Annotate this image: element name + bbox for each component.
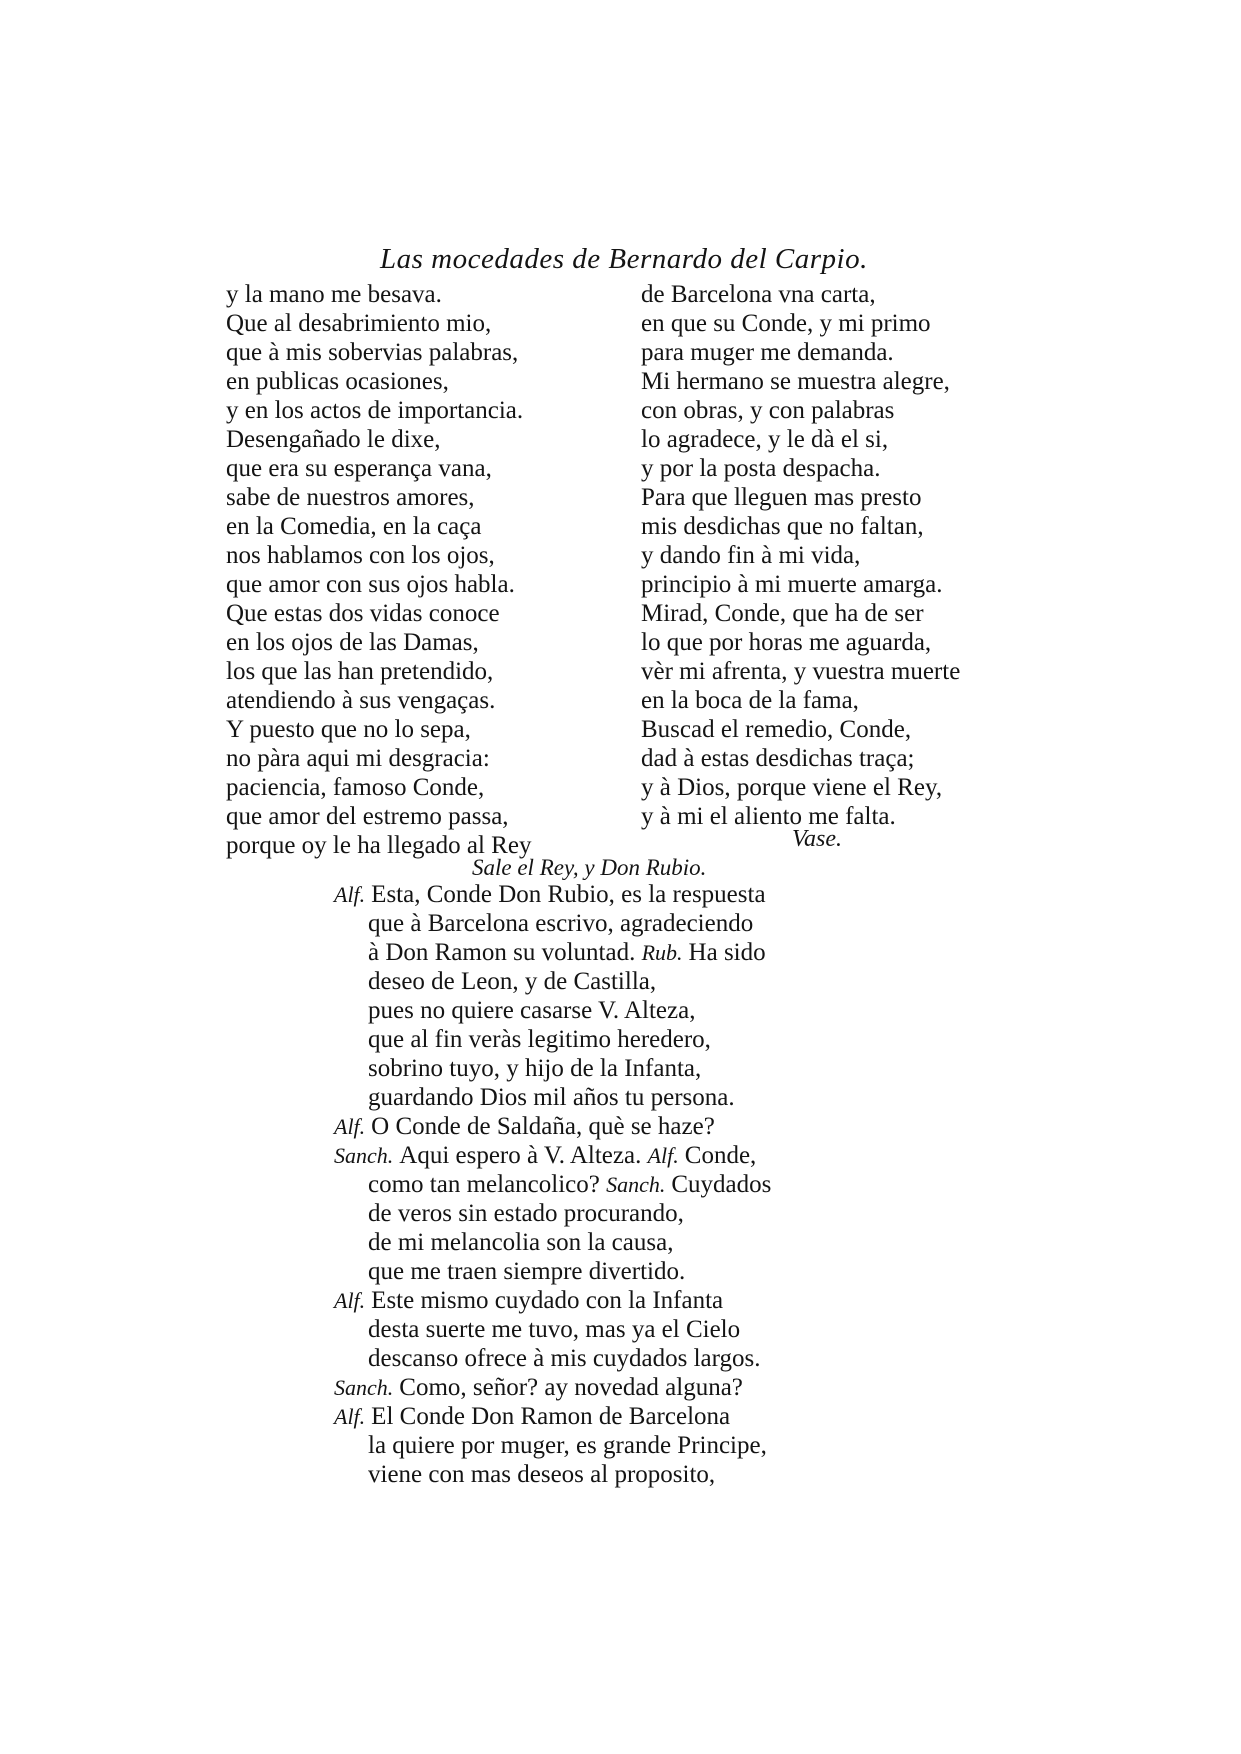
speaker-label: Rub.: [641, 940, 683, 965]
dialogue-line: [334, 1228, 934, 1257]
speaker-label: Alf.: [334, 882, 366, 907]
verse-line: Mi hermano se muestra alegre,: [641, 368, 950, 395]
speech-text: que à Barcelona escrivo, agradeciendo: [368, 910, 754, 937]
speech-text: Cuydados: [671, 1171, 772, 1198]
speech-text: que me traen siempre divertido.: [368, 1258, 686, 1285]
stage-direction-enter: Sale el Rey, y Don Rubio.: [472, 855, 707, 880]
speaker-label: Alf.: [334, 1114, 366, 1139]
speech-text: que al fin veràs legitimo heredero,: [368, 1026, 711, 1053]
verse-line: nos hablamos con los ojos,: [226, 542, 495, 569]
verse-line: para muger me demanda.: [641, 339, 894, 366]
verse-line: en publicas ocasiones,: [226, 368, 449, 395]
verse-line: y à Dios, porque viene el Rey,: [641, 774, 943, 801]
verse-line: en los ojos de las Damas,: [226, 629, 479, 656]
speaker-label: Sanch.: [606, 1172, 666, 1197]
verse-line: que amor con sus ojos habla.: [226, 571, 515, 598]
dialogue-line: [334, 1344, 934, 1373]
dialogue-line: [334, 1257, 934, 1286]
speech-text: Conde,: [684, 1142, 757, 1169]
verse-line: Para que lleguen mas presto: [641, 484, 922, 511]
dialogue-block: [334, 880, 934, 1489]
verse-line: y en los actos de importancia.: [226, 397, 524, 424]
verse-line: Que estas dos vidas conoce: [226, 600, 500, 627]
stage-direction-exit: Vase.: [792, 826, 842, 852]
dialogue-line: [334, 1402, 934, 1431]
dialogue-line: [334, 1286, 934, 1315]
verse-line: dad à estas desdichas traça;: [641, 745, 915, 772]
dialogue-line: [334, 1373, 934, 1402]
verse-column-left: [226, 280, 636, 860]
speech-text: desta suerte me tuvo, mas ya el Cielo: [368, 1316, 741, 1343]
verse-line: atendiendo à sus vengaças.: [226, 687, 496, 714]
speech-text: la quiere por muger, es grande Principe,: [368, 1432, 767, 1459]
verse-line: en que su Conde, y mi primo: [641, 310, 931, 337]
verse-line: Desengañado le dixe,: [226, 426, 441, 453]
dialogue-line: [334, 1315, 934, 1344]
dialogue-line: [334, 996, 934, 1025]
verse-line: y la mano me besava.: [226, 281, 442, 308]
verse-line: Que al desabrimiento mio,: [226, 310, 492, 337]
verse-line: que era su esperança vana,: [226, 455, 492, 482]
verse-line: lo que por horas me aguarda,: [641, 629, 932, 656]
speaker-label: Alf.: [647, 1143, 679, 1168]
running-title: Las mocedades de Bernardo del Carpio.: [380, 243, 868, 275]
verse-line: en la boca de la fama,: [641, 687, 859, 714]
speaker-label: Alf.: [334, 1404, 366, 1429]
verse-line: porque oy le ha llegado al Rey: [226, 832, 532, 859]
verse-line: y à mi el aliento me falta.: [641, 803, 896, 830]
verse-line: sabe de nuestros amores,: [226, 484, 475, 511]
speech-text: sobrino tuyo, y hijo de la Infanta,: [368, 1055, 702, 1082]
speech-text: O Conde de Saldaña, què se haze?: [371, 1113, 715, 1140]
verse-line: principio à mi muerte amarga.: [641, 571, 943, 598]
verse-line: mis desdichas que no faltan,: [641, 513, 924, 540]
speech-text: como tan melancolico?: [368, 1171, 600, 1198]
speech-text: Como, señor? ay novedad alguna?: [399, 1374, 743, 1401]
speech-text: de mi melancolia son la causa,: [368, 1229, 674, 1256]
dialogue-line: [334, 967, 934, 996]
verse-line: Buscad el remedio, Conde,: [641, 716, 912, 743]
verse-line: que amor del estremo passa,: [226, 803, 509, 830]
dialogue-line: [334, 1170, 934, 1199]
verse-column-right: [641, 280, 1021, 831]
speech-text: Este mismo cuydado con la Infanta: [371, 1287, 724, 1314]
verse-line: en la Comedia, en la caça: [226, 513, 482, 540]
verse-line: que à mis sobervias palabras,: [226, 339, 519, 366]
speech-text: Ha sido: [688, 939, 766, 966]
verse-line: lo agradece, y le dà el si,: [641, 426, 889, 453]
speech-text: deseo de Leon, y de Castilla,: [368, 968, 657, 995]
dialogue-line: [334, 1112, 934, 1141]
speaker-label: Alf.: [334, 1288, 366, 1313]
speech-text: à Don Ramon su voluntad.: [368, 939, 636, 966]
speech-text: Esta, Conde Don Rubio, es la respuesta: [371, 881, 766, 908]
speech-text: Aqui espero à V. Alteza.: [399, 1142, 642, 1169]
verse-line: Mirad, Conde, que ha de ser: [641, 600, 924, 627]
verse-line: con obras, y con palabras: [641, 397, 895, 424]
verse-line: y dando fin à mi vida,: [641, 542, 861, 569]
dialogue-line: [334, 909, 934, 938]
speaker-label: Sanch.: [334, 1143, 394, 1168]
dialogue-line: [334, 1083, 934, 1112]
speech-text: de veros sin estado procurando,: [368, 1200, 684, 1227]
speaker-label: Sanch.: [334, 1375, 394, 1400]
verse-line: los que las han pretendido,: [226, 658, 494, 685]
dialogue-line: [334, 1199, 934, 1228]
speech-text: guardando Dios mil años tu persona.: [368, 1084, 735, 1111]
speech-text: descanso ofrece à mis cuydados largos.: [368, 1345, 761, 1372]
speech-text: El Conde Don Ramon de Barcelona: [371, 1403, 731, 1430]
dialogue-line: [334, 1431, 934, 1460]
dialogue-line: [334, 938, 934, 967]
verse-line: y por la posta despacha.: [641, 455, 881, 482]
verse-line: paciencia, famoso Conde,: [226, 774, 485, 801]
dialogue-line: [334, 1460, 934, 1489]
verse-line: de Barcelona vna carta,: [641, 281, 876, 308]
speech-text: pues no quiere casarse V. Alteza,: [368, 997, 696, 1024]
verse-line: vèr mi afrenta, y vuestra muerte: [641, 658, 961, 685]
verse-line: no pàra aqui mi desgracia:: [226, 745, 490, 772]
dialogue-line: [334, 1054, 934, 1083]
dialogue-line: [334, 880, 934, 909]
dialogue-line: [334, 1025, 934, 1054]
verse-line: Y puesto que no lo sepa,: [226, 716, 471, 743]
dialogue-line: [334, 1141, 934, 1170]
speech-text: viene con mas deseos al proposito,: [368, 1461, 716, 1488]
